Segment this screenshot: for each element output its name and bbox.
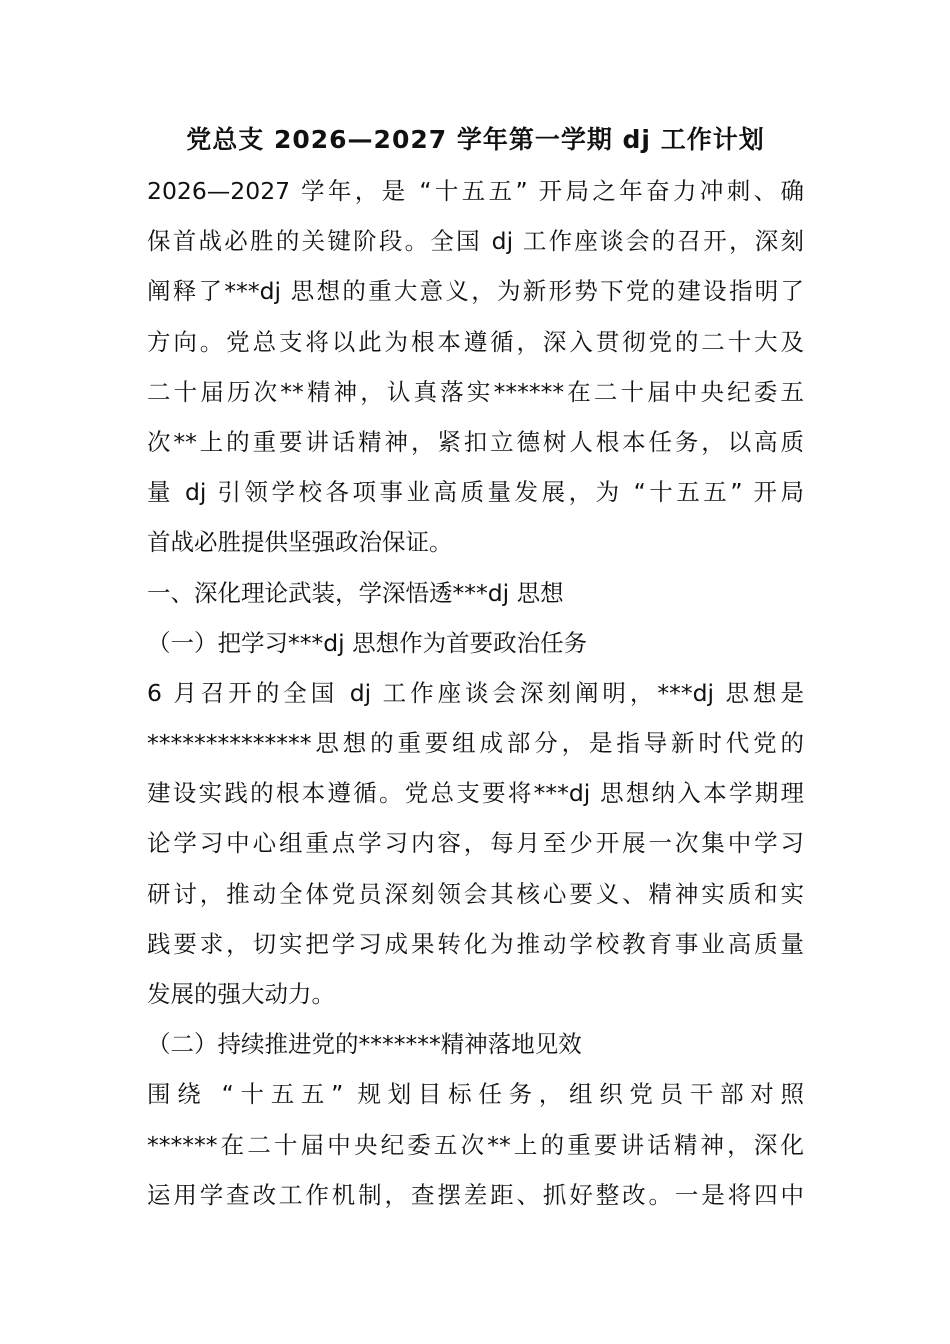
text-line: 6 月召开的全国 dj 工作座谈会深刻阐明，***dj 思想是 [147, 678, 804, 707]
text-line: 践要求，切实把学习成果转化为推动学校教育事业高质量 [147, 929, 804, 958]
text-line: 保首战必胜的关键阶段。全国 dj 工作座谈会的召开，深刻 [147, 227, 804, 256]
text-line: 次**上的重要讲话精神，紧扣立德树人根本任务，以高质 [147, 427, 804, 456]
text-line: 发展的强大动力。 [147, 980, 335, 1008]
text-line: ******在二十届中央纪委五次**上的重要讲话精神，深化 [147, 1130, 804, 1159]
text-line: 围绕 “十五五” 规划目标任务，组织党员干部对照 [147, 1080, 804, 1109]
text-line: （一）把学习***dj 思想作为首要政治任务 [147, 628, 588, 657]
text-line: 量 dj 引领学校各项事业高质量发展，为 “十五五” 开局 [147, 478, 804, 507]
text-line: 一、深化理论武装，学深悟透***dj 思想 [147, 578, 564, 607]
text-line: 运用学查改工作机制，查摆差距、抓好整改。一是将四中 [147, 1180, 804, 1209]
text-line: （二）持续推进党的*******精神落地见效 [147, 1030, 582, 1059]
text-line: 2026—2027 学年，是 “十五五” 开局之年奋力冲刺、确 [147, 177, 804, 205]
document-body [147, 166, 804, 1220]
text-line: 研讨，推动全体党员深刻领会其核心要义、精神实质和实 [147, 879, 804, 908]
text-line: 阐释了***dj 思想的重大意义，为新形势下党的建设指明了 [147, 277, 804, 306]
text-line: 方向。党总支将以此为根本遵循，深入贯彻党的二十大及 [147, 327, 804, 356]
text-line: **************思想的重要组成部分，是指导新时代党的 [147, 729, 804, 758]
text-line: 二十届历次**精神，认真落实******在二十届中央纪委五 [147, 377, 804, 406]
text-line: 论学习中心组重点学习内容，每月至少开展一次集中学习 [147, 829, 804, 858]
text-line: 首战必胜提供坚强政治保证。 [147, 528, 453, 557]
document-title: 党总支 2026—2027 学年第一学期 dj 工作计划 [186, 125, 765, 154]
text-line: 建设实践的根本遵循。党总支要将***dj 思想纳入本学期理 [147, 779, 804, 808]
